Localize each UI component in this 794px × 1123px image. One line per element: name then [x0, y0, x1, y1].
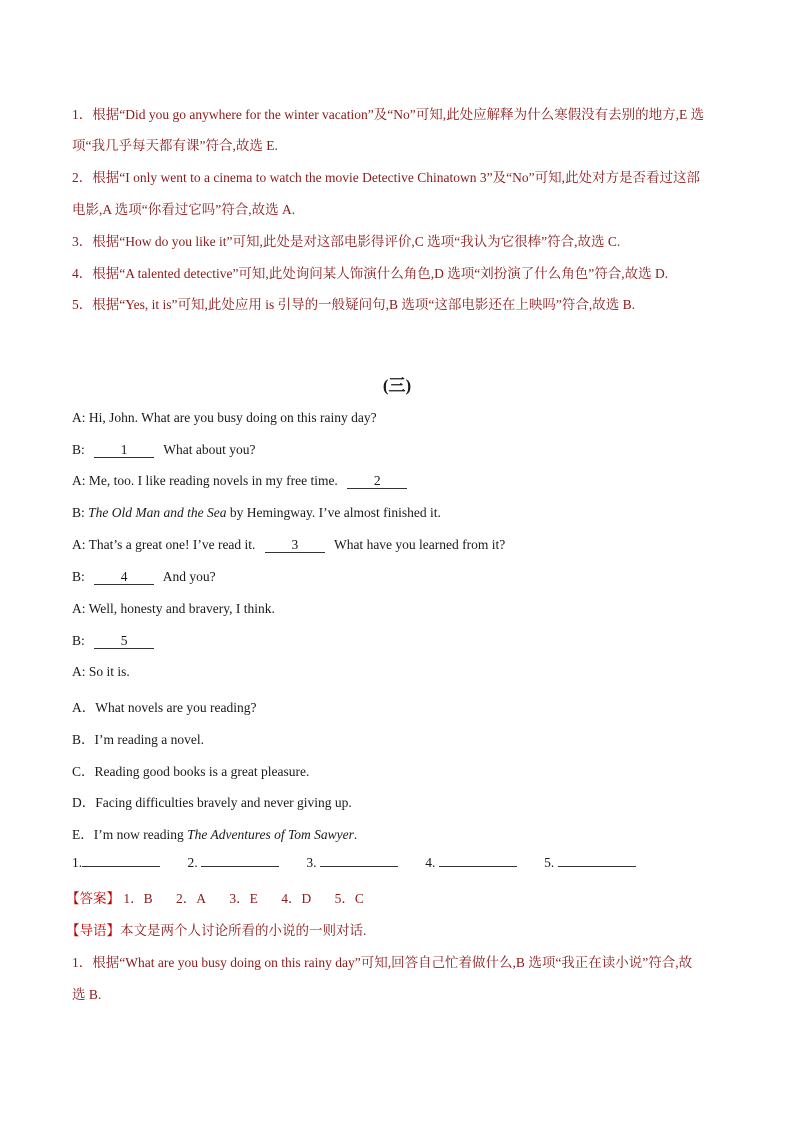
- explanation-line: 1．根据“What are you busy doing on this rainy day”可知,回答自己忙着做什么,B 选项“我正在读小说”符合,故: [72, 955, 693, 970]
- guide-line: [66, 919, 366, 939]
- guide-tag: 【导语】: [66, 923, 120, 938]
- dialogue-text: What have you learned from it?: [333, 537, 506, 552]
- speaker: B:: [72, 569, 85, 584]
- answer-item: 1．B: [123, 891, 153, 906]
- dialogue-text: by Hemingway. I’ve almost finished it.: [229, 505, 441, 520]
- explanation-line: 1．根据“Did you go anywhere for the winter vacation”及“No”可知,此处应解释为什么寒假没有去别的地方,E 选: [72, 107, 705, 122]
- explanation-line: 项“我几乎每天都有课”符合,故选 E.: [72, 138, 278, 153]
- answer-blank: 3: [265, 538, 325, 553]
- option-c: C．Reading good books is a great pleasure.: [72, 764, 310, 779]
- speaker: B:: [72, 633, 85, 648]
- dialogue-line: A: Well, honesty and bravery, I think.: [72, 601, 275, 616]
- answer-blank: [82, 866, 160, 867]
- answer-line: [66, 887, 384, 907]
- answer-blank: [320, 866, 398, 867]
- answer-blanks-row: [72, 855, 660, 871]
- blank-number: 2.: [187, 855, 198, 870]
- explanation-line: 电影,A 选项“你看过它吗”符合,故选 A.: [72, 202, 296, 217]
- explanation-line: 3．根据“How do you like it”可知,此处是对这部电影得评价,C 选项“我认为它很棒”符合,故选 C.: [72, 234, 621, 249]
- dialogue-line: [72, 633, 160, 649]
- answer-blank: 5: [94, 634, 154, 649]
- dialogue-line: [72, 473, 413, 489]
- section-title: (三): [382, 376, 412, 395]
- blank-number: 4.: [425, 855, 436, 870]
- option-e: [72, 823, 357, 843]
- dialogue-line: [72, 569, 216, 585]
- explanation-line: 5．根据“Yes, it is”可知,此处应用 is 引导的一般疑问句,B 选项“这部电影还在上映吗”符合,故选 B.: [72, 297, 636, 312]
- dialogue-text: And you?: [162, 569, 216, 584]
- dialogue-text: A: Me, too. I like reading novels in my free time.: [72, 473, 338, 488]
- answer-blank: [439, 866, 517, 867]
- speaker: B:: [72, 505, 85, 520]
- book-title: The Adventures of Tom Sawyer: [187, 827, 354, 842]
- explanation-line: 选 B.: [72, 987, 102, 1002]
- answer-item: 2．A: [176, 891, 207, 906]
- answer-blank: 1: [94, 443, 154, 458]
- dialogue-text: What about you?: [163, 442, 256, 457]
- explanation-line: 4．根据“A talented detective”可知,此处询问某人饰演什么角色,D 选项“刘扮演了什么角色”符合,故选 D.: [72, 266, 669, 281]
- blank-number: 3.: [306, 855, 317, 870]
- option-d: D．Facing difficulties bravely and never giving up.: [72, 795, 352, 810]
- guide-text: 本文是两个人讨论所看的小说的一则对话.: [120, 923, 367, 938]
- answer-blank: [201, 866, 279, 867]
- speaker: B:: [72, 442, 85, 457]
- dialogue-line: [72, 537, 505, 553]
- explanation-line: 2．根据“I only went to a cinema to watch the movie Detective Chinatown 3”及“No”可知,此处对方是否看过这部: [72, 170, 700, 185]
- dialogue-line: A: Hi, John. What are you busy doing on this rainy day?: [72, 410, 377, 425]
- option-b: B．I’m reading a novel.: [72, 732, 204, 747]
- answer-item: 4．D: [281, 891, 312, 906]
- dialogue-line: [72, 442, 256, 458]
- answer-item: 5．C: [334, 891, 364, 906]
- answer-item: 3．E: [229, 891, 258, 906]
- option-e-text: E．I’m now reading: [72, 827, 184, 842]
- answer-blank: 2: [347, 474, 407, 489]
- dialogue-line: [72, 505, 441, 521]
- dialogue-text: A: That’s a great one! I’ve read it.: [72, 537, 256, 552]
- option-e-punct: .: [353, 827, 358, 842]
- blank-number: 1.: [72, 855, 83, 870]
- answer-blank: [558, 866, 636, 867]
- option-a: A．What novels are you reading?: [72, 700, 257, 715]
- answer-tag: 【答案】: [66, 891, 120, 906]
- dialogue-line: A: So it is.: [72, 664, 130, 679]
- answer-blank: 4: [94, 570, 154, 585]
- blank-number: 5.: [544, 855, 555, 870]
- book-title: The Old Man and the Sea: [88, 505, 227, 520]
